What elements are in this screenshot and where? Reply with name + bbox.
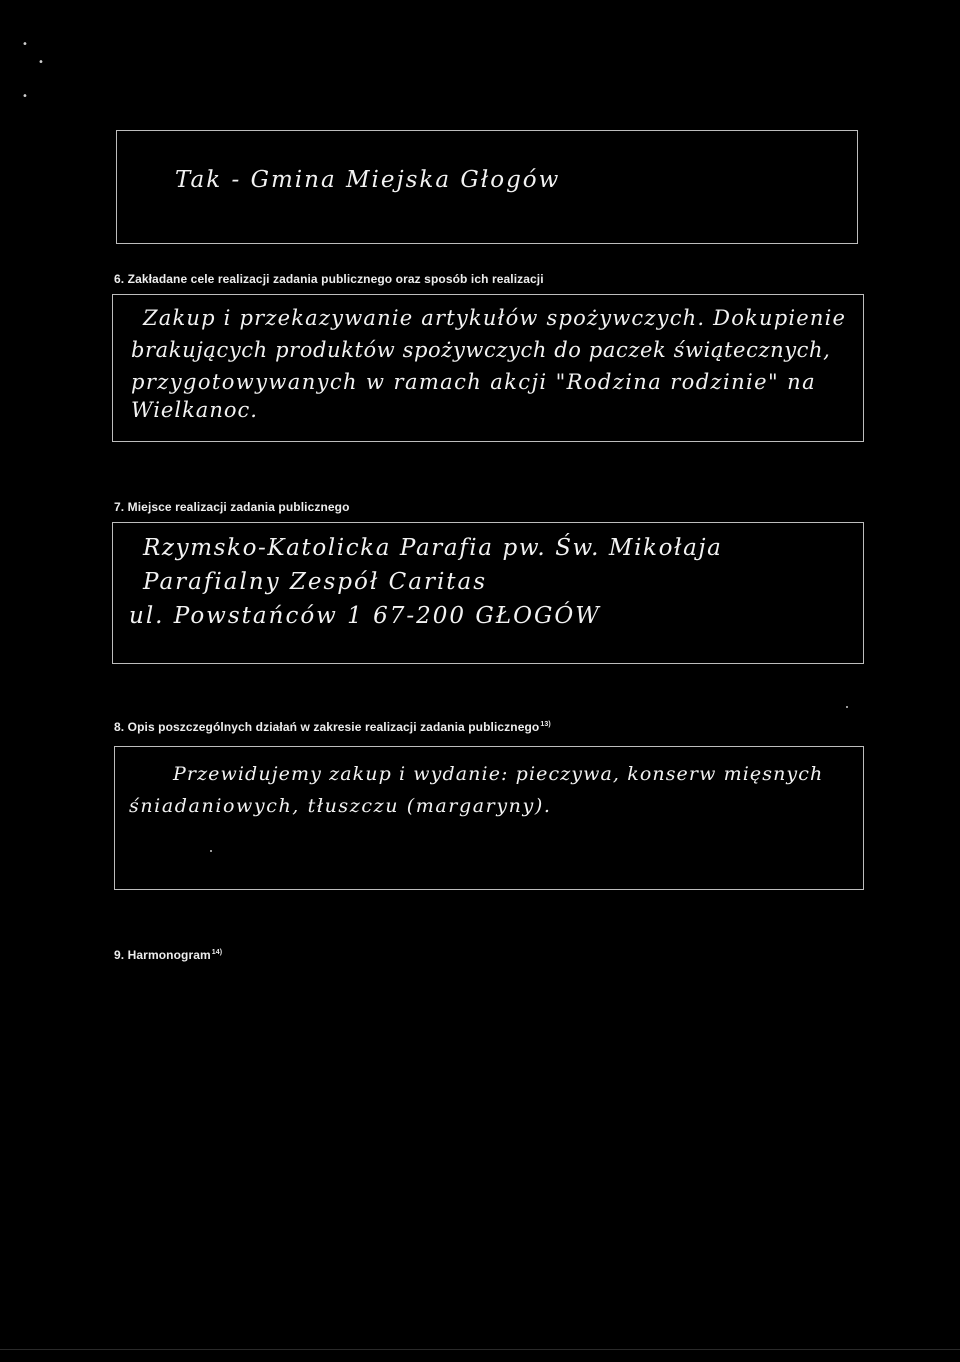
section7-line-1: Rzymsko-Katolicka Parafia pw. Św. Mikołaja: [143, 535, 723, 561]
section5-answer-box: [116, 130, 858, 244]
section7-answer-box: [112, 522, 864, 664]
section6-heading: 6. Zakładane cele realizacji zadania publicznego oraz sposób ich realizacji: [114, 272, 544, 286]
margin-mark-3: •: [22, 91, 28, 102]
scan-speck: [210, 850, 212, 852]
margin-mark-2: •: [38, 57, 44, 68]
section6-line-1: Zakup i przekazywanie artykułów spożywczych. Dokupienie: [143, 306, 847, 330]
section6-line-2: brakujących produktów spożywczych do paczek świątecznych,: [131, 338, 831, 362]
section8-line-1: Przewidujemy zakup i wydanie: pieczywa, konserw mięsnych: [173, 763, 824, 785]
section9-heading: [114, 948, 222, 962]
section8-footnote: 13): [540, 721, 551, 728]
margin-mark-1: •: [22, 39, 28, 50]
section7-heading: 7. Miejsce realizacji zadania publicznego: [114, 500, 350, 514]
section9-heading-text: 9. Harmonogram: [114, 948, 211, 962]
section5-answer-text: Tak - Gmina Miejska Głogów: [175, 167, 561, 193]
section6-line-4: Wielkanoc.: [131, 398, 258, 422]
section8-heading-text: 8. Opis poszczególnych działań w zakresie realizacji zadania publicznego: [114, 720, 540, 734]
scan-speck: [846, 706, 848, 708]
bottom-edge-line: [0, 1349, 960, 1350]
section7-line-3: ul. Powstańców 1 67-200 GŁOGÓW: [129, 603, 601, 629]
section6-line-3: przygotowywanych w ramach akcji "Rodzina rodzinie" na: [131, 370, 816, 394]
section8-heading: [114, 720, 551, 734]
section8-answer-box: [114, 746, 864, 890]
section9-footnote: 14): [211, 949, 223, 956]
section6-answer-box: [112, 294, 864, 442]
section8-line-2: śniadaniowych, tłuszczu (margaryny).: [129, 795, 552, 817]
section7-line-2: Parafialny Zespół Caritas: [143, 569, 488, 595]
